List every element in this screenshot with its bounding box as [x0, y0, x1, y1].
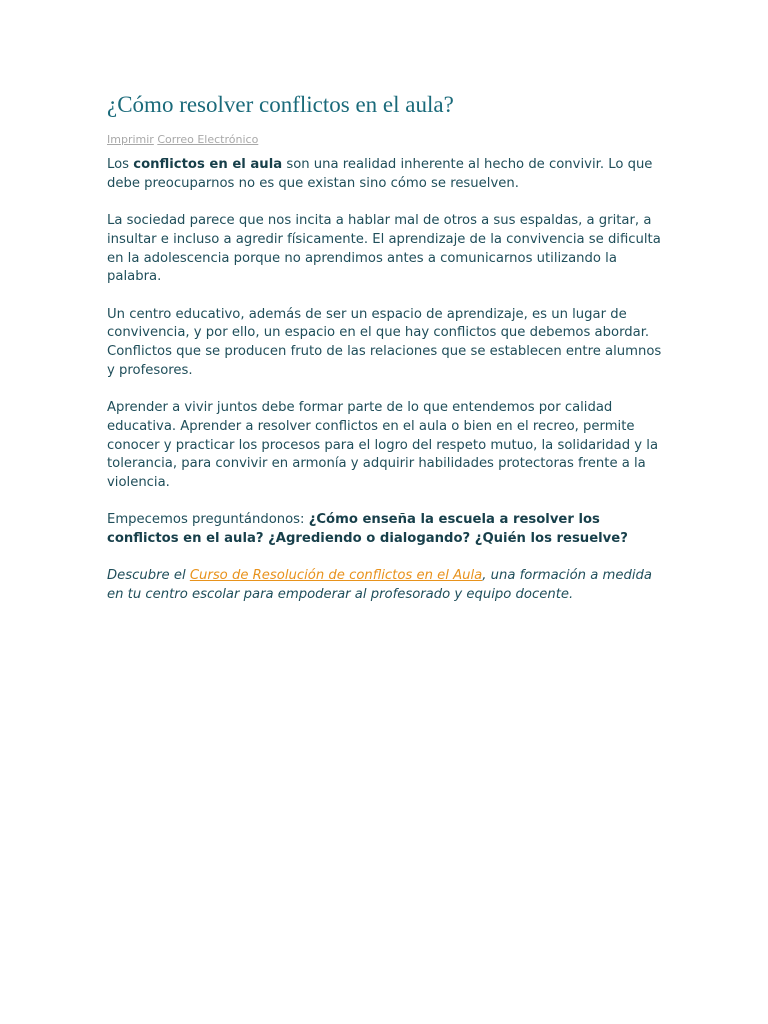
paragraph-learning: Aprender a vivir juntos debe formar parte de lo que entendemos por calidad educativa. Aprender a resolver conflictos en el aula o bien en el recreo, permite conocer y practicar los procesos para el logro del respeto mutuo, la solidaridad y la tolerancia, para convivir en armonía y adquirir habilidades protectoras frente a la violencia. [107, 400, 659, 490]
promo-post: , una formación a medida en tu centro escolar para empoderar al profesorado y equipo docente. [107, 568, 652, 603]
promo-paragraph [107, 567, 663, 604]
paragraph-intro-pre: Los [107, 157, 134, 172]
paragraph-question-pre: Empecemos preguntándonos: [107, 512, 309, 528]
paragraph-question-bold: ¿Cómo enseña la escuela a resolver los conflictos en el aula? ¿Agrediendo o dialogando? ¿Quién los resuelve? [107, 512, 628, 546]
paragraph-school: Un centro educativo, además de ser un espacio de aprendizaje, es un lugar de convivencia, y por ello, un espacio en el que hay conflictos que debemos abordar. Conflictos que se producen fruto de las relaciones que se establecen entre alumnos y profesores. [107, 306, 662, 378]
paragraph-intro [107, 156, 663, 193]
paragraph-intro-post: son una realidad inherente al hecho de convivir. Lo que debe preocuparnos no es que existan sino cómo se resuelven. [107, 157, 653, 191]
article [107, 90, 663, 623]
page-title: ¿Cómo resolver conflictos en el aula? [107, 92, 454, 117]
paragraph-society: La sociedad parece que nos incita a hablar mal de otros a sus espaldas, a gritar, a insultar e incluso a agredir físicamente. El aprendizaje de la convivencia se dificulta en la adolescencia porque no aprendimos antes a comunicarnos utilizando la palabra. [107, 213, 661, 285]
print-link[interactable]: Imprimir [107, 133, 154, 146]
paragraph-question [107, 511, 663, 548]
course-link[interactable]: Curso de Resolución de conflictos en el Aula [189, 568, 483, 584]
article-actions [107, 132, 663, 148]
paragraph-intro-bold: conflictos en el aula [133, 157, 283, 172]
email-link[interactable]: Correo Electrónico [157, 133, 259, 146]
promo-pre: Descubre el [107, 568, 190, 584]
